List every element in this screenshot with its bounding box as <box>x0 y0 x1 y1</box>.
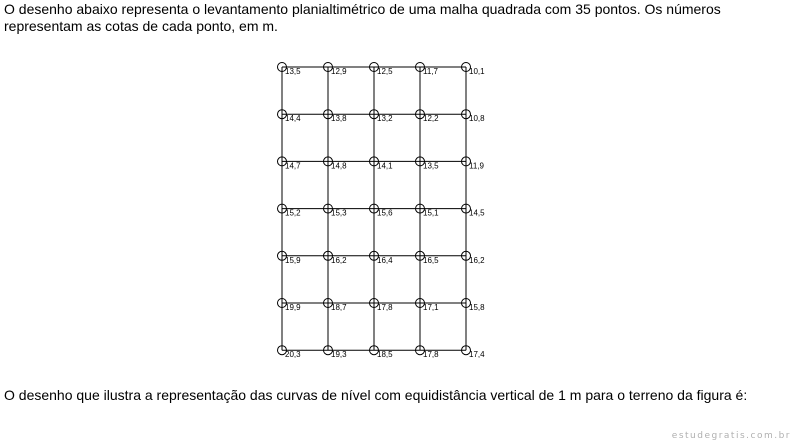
elevation-label: 19,9 <box>285 303 301 312</box>
elevation-label: 14,7 <box>285 161 301 171</box>
elevation-label: 13,8 <box>331 114 347 124</box>
elevation-label: 13,5 <box>285 67 301 76</box>
elevation-label: 12,9 <box>331 67 347 76</box>
elevation-label: 10,8 <box>469 114 485 124</box>
elevation-label: 20,3 <box>285 350 301 360</box>
elevation-label: 14,4 <box>285 114 301 124</box>
elevation-label: 15,6 <box>377 208 393 218</box>
elevation-label: 13,5 <box>423 161 439 171</box>
elevation-label: 16,2 <box>469 255 485 265</box>
elevation-label: 15,9 <box>285 255 301 265</box>
elevation-label: 14,5 <box>469 208 485 218</box>
elevation-label: 11,9 <box>469 161 484 171</box>
question-paragraph: O desenho que ilustra a representação das curvas de nível com equidistância vertical de 1 m para o terreno da figura é: <box>4 387 748 403</box>
elevation-label: 15,3 <box>331 208 347 218</box>
elevation-label: 17,4 <box>469 350 485 360</box>
elevation-label: 14,1 <box>377 161 393 171</box>
watermark: estudegratis.com.br <box>671 431 791 441</box>
elevation-label: 15,1 <box>423 208 439 218</box>
elevation-label: 16,5 <box>423 255 439 265</box>
elevation-label: 19,3 <box>331 350 347 360</box>
elevation-label: 16,2 <box>331 255 347 265</box>
elevation-label: 15,8 <box>469 303 485 312</box>
elevation-label: 13,2 <box>377 114 393 124</box>
elevation-label: 12,5 <box>377 67 393 76</box>
elevation-label: 17,1 <box>423 303 439 312</box>
elevation-label: 12,2 <box>423 114 439 124</box>
elevation-label: 17,8 <box>377 303 393 312</box>
elevation-label: 11,7 <box>423 67 438 76</box>
elevation-label: 16,4 <box>377 255 393 265</box>
intro-paragraph: O desenho abaixo representa o levantamento planialtimétrico de uma malha quadrada com 35 pontos. Os números representam as cotas de cada ponto, em m. <box>4 1 721 34</box>
elevation-label: 14,8 <box>331 161 347 171</box>
elevation-label: 10,1 <box>469 67 485 76</box>
grid-points <box>278 63 486 360</box>
elevation-label: 18,5 <box>377 350 393 360</box>
elevation-label: 17,8 <box>423 350 439 360</box>
elevation-label: 18,7 <box>331 303 347 312</box>
elevation-label: 15,2 <box>285 208 301 218</box>
